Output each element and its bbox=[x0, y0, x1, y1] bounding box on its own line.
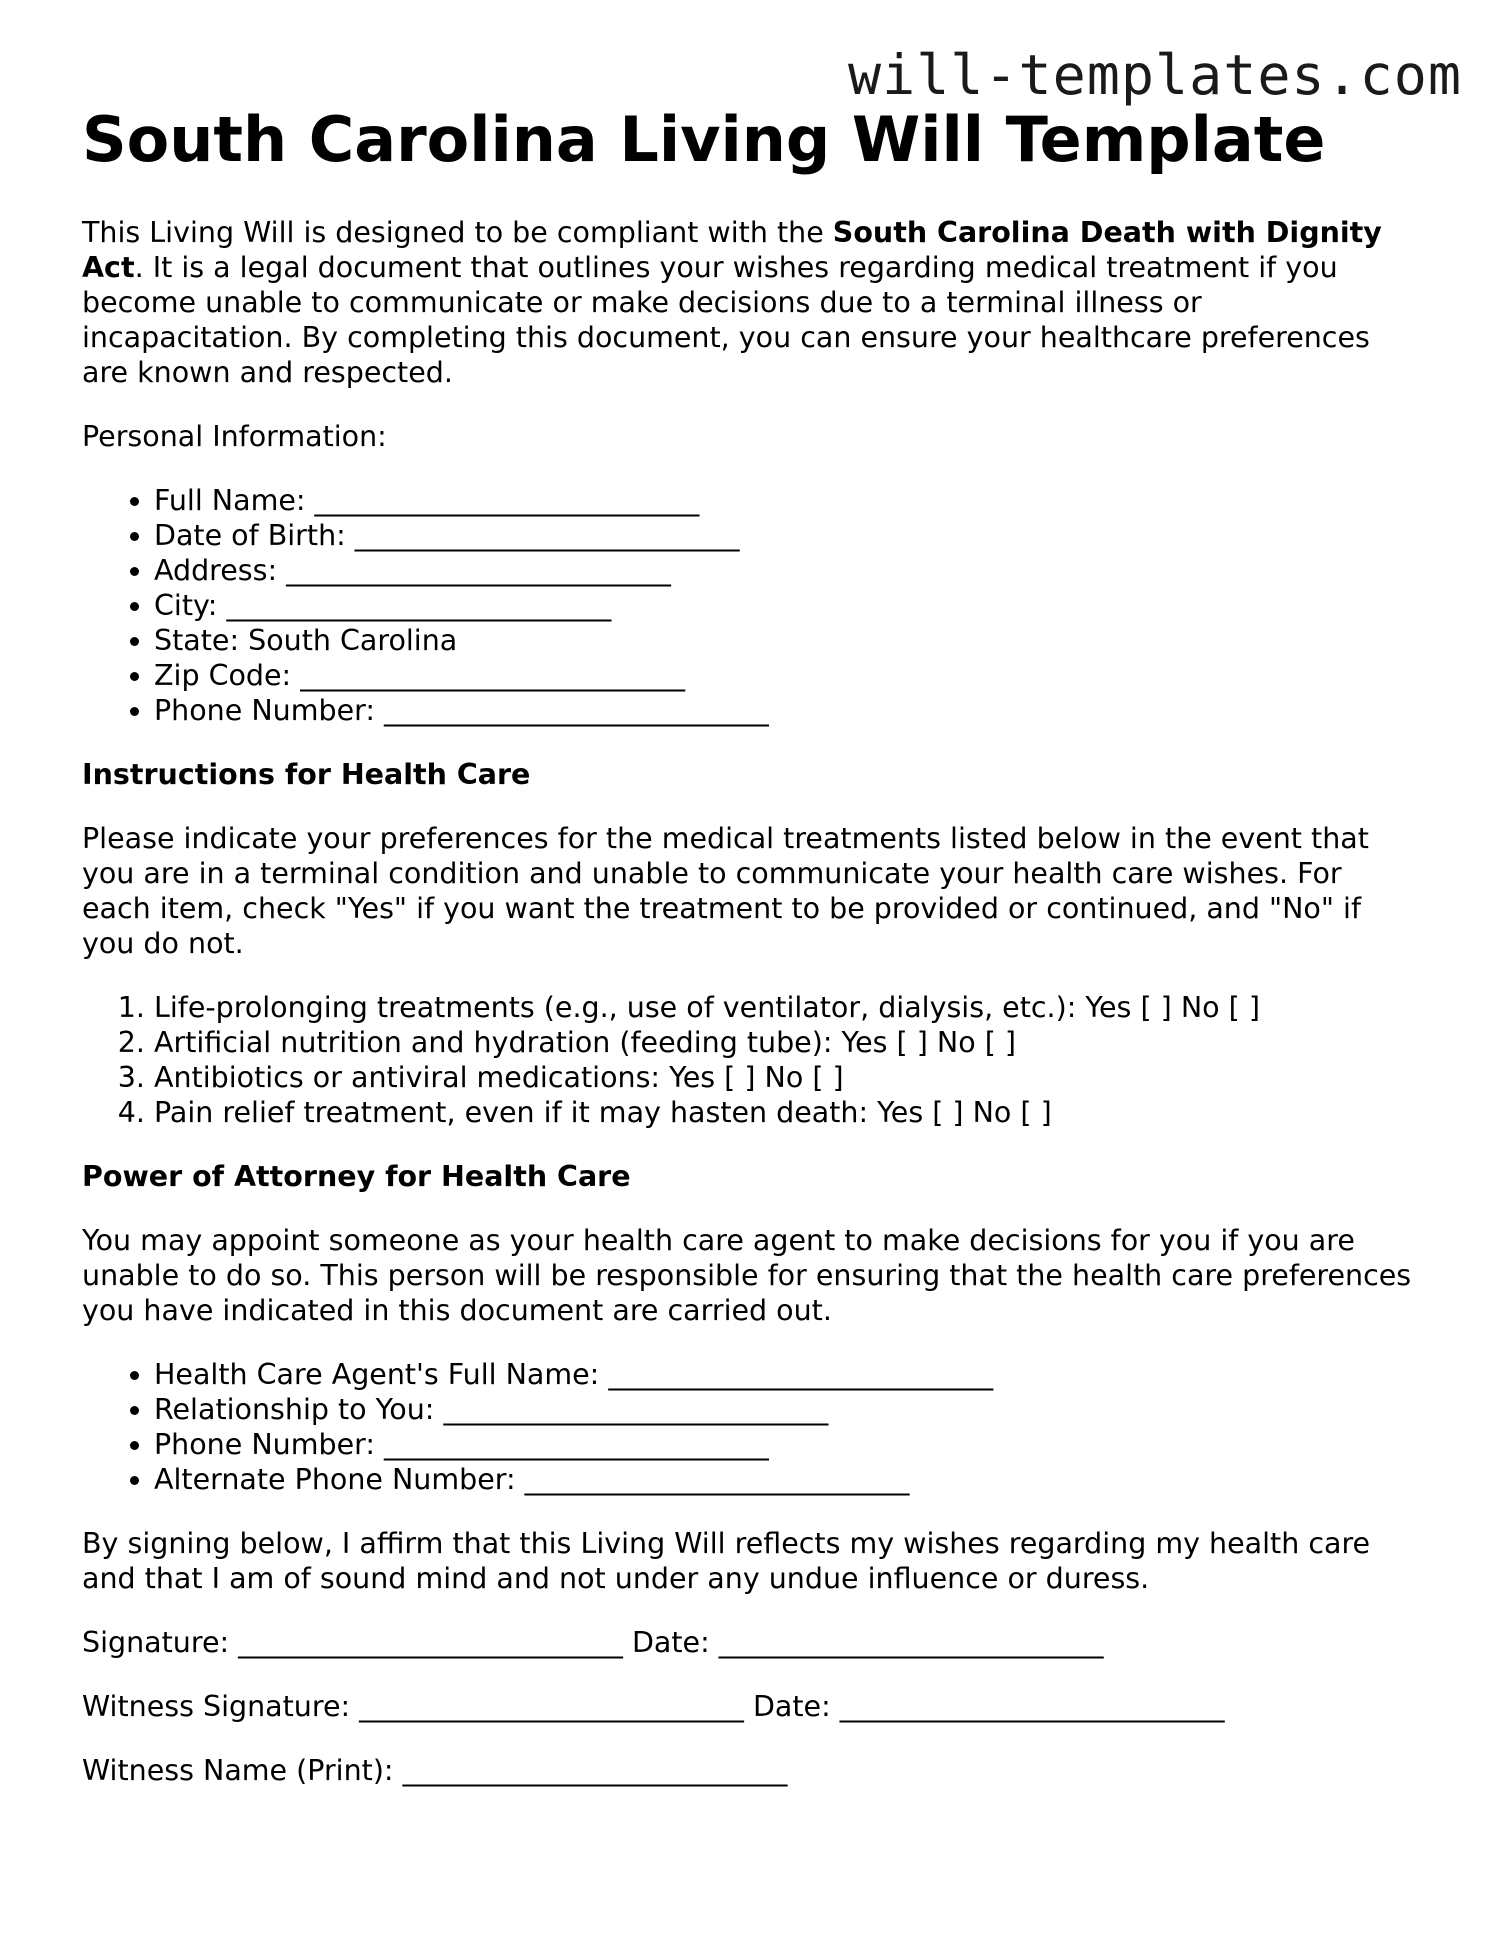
agent-info-list bbox=[82, 1357, 1412, 1497]
personal-info-list bbox=[82, 483, 1412, 728]
instructions-text: Please indicate your preferences for the medical treatments listed below in the event that you are in a terminal condition and unable to communicate your health care wishes. For each item, check "Yes" if you want the treatment to be provided or continued, and "No" if you do not. bbox=[82, 822, 1369, 960]
agent-phone-field[interactable]: • Phone Number: ___________________________ bbox=[154, 1427, 1412, 1462]
treatment-item-pain-relief[interactable]: 4. Pain relief treatment, even if it may hasten death: Yes [ ] No [ ] bbox=[154, 1095, 1412, 1130]
document-page bbox=[82, 100, 1412, 1788]
personal-info-heading: Personal Information: bbox=[82, 420, 387, 453]
treatment-item-nutrition[interactable]: 2. Artificial nutrition and hydration (feeding tube): Yes [ ] No [ ] bbox=[154, 1025, 1412, 1060]
agent-alt-phone-field[interactable]: • Alternate Phone Number: ___________________________ bbox=[154, 1462, 1412, 1497]
witness-signature-line[interactable]: Witness Signature: ___________________________ Date: ___________________________ bbox=[82, 1690, 1225, 1723]
intro-paragraph bbox=[82, 215, 1412, 390]
city-field[interactable]: • City: ___________________________ bbox=[154, 588, 1412, 623]
agent-relationship-field[interactable]: • Relationship to You: ___________________________ bbox=[154, 1392, 1412, 1427]
signature-line[interactable]: Signature: ___________________________ Date: ___________________________ bbox=[82, 1626, 1104, 1659]
agent-name-field[interactable]: • Health Care Agent's Full Name: ___________________________ bbox=[154, 1357, 1412, 1392]
watermark: will-templates.com bbox=[847, 43, 1462, 107]
poa-text: You may appoint someone as your health care agent to make decisions for you if you are unable to do so. This person will be responsible for ensuring that the health care preferences you have indicated in this document are carried out. bbox=[82, 1224, 1412, 1327]
poa-heading: Power of Attorney for Health Care bbox=[82, 1160, 631, 1193]
treatment-item-antibiotics[interactable]: 3. Antibiotics or antiviral medications: Yes [ ] No [ ] bbox=[154, 1060, 1412, 1095]
full-name-field[interactable]: • Full Name: ___________________________ bbox=[154, 483, 1412, 518]
zip-code-field[interactable]: • Zip Code: ___________________________ bbox=[154, 658, 1412, 693]
witness-name-line[interactable]: Witness Name (Print): ___________________________ bbox=[82, 1754, 788, 1787]
intro-text-end: . It is a legal document that outlines your wishes regarding medical treatment if you become unable to communicate or make decisions due to a terminal illness or incapacitation. By completing this document, you can ensure your healthcare preferences are known and respected. bbox=[82, 251, 1370, 389]
intro-text-start: This Living Will is designed to be compliant with the bbox=[82, 216, 833, 249]
date-of-birth-field[interactable]: • Date of Birth: ___________________________ bbox=[154, 518, 1412, 553]
treatment-item-life-prolonging[interactable]: 1. Life-prolonging treatments (e.g., use of ventilator, dialysis, etc.): Yes [ ] No [ ] bbox=[154, 990, 1412, 1025]
document-title: South Carolina Living Will Template bbox=[82, 103, 1326, 176]
address-field[interactable]: • Address: ___________________________ bbox=[154, 553, 1412, 588]
affirmation-text: By signing below, I affirm that this Living Will reflects my wishes regarding my health care and that I am of sound mind and not under any undue influence or duress. bbox=[82, 1527, 1371, 1595]
act-name: South Carolina Death with Dignity Act bbox=[82, 216, 1382, 284]
phone-number-field[interactable]: • Phone Number: ___________________________ bbox=[154, 693, 1412, 728]
treatment-list bbox=[82, 990, 1412, 1130]
state-field: • State: South Carolina bbox=[154, 623, 1412, 658]
instructions-heading: Instructions for Health Care bbox=[82, 758, 531, 791]
